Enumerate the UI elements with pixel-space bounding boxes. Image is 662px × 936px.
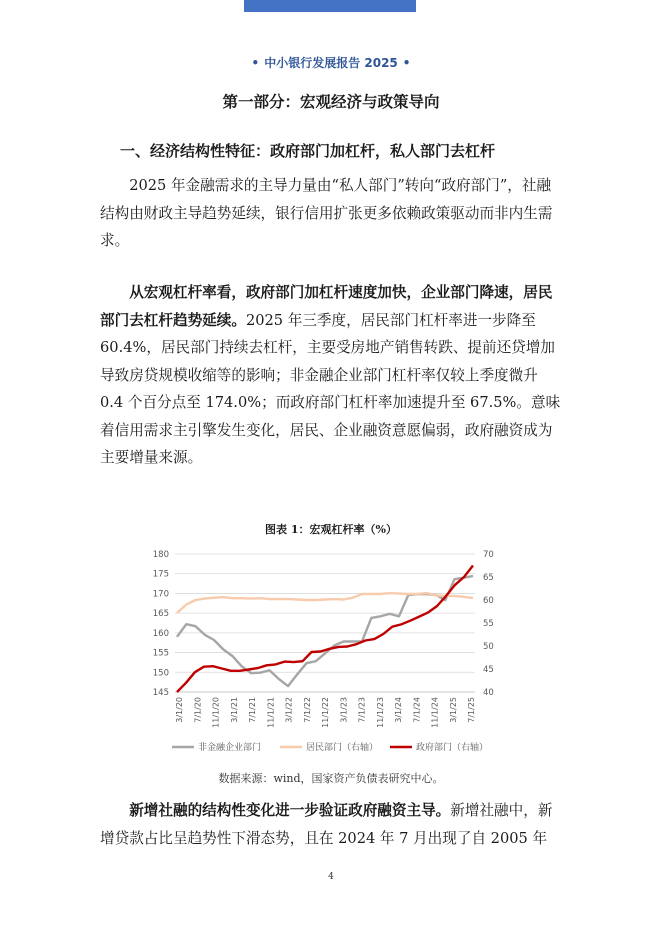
leverage-chart [130, 540, 530, 765]
paragraph-3-text: 新增社融中，新增贷款占比呈趋势性下滑态势，且在 2024 年 7 月出现了自 2005 年 [100, 802, 553, 847]
x-axis-tick-label: 11/1/23 [375, 697, 385, 728]
right-axis-tick-label: 60 [483, 596, 494, 606]
x-axis-tick-label: 11/1/22 [321, 697, 330, 728]
left-axis-tick-label: 155 [152, 648, 169, 659]
header-bullet-right: • [402, 56, 411, 70]
x-axis-tick-label: 3/1/24 [394, 697, 403, 723]
right-axis-tick-label: 50 [483, 642, 494, 652]
x-axis-tick-label: 3/1/23 [339, 697, 349, 723]
series-line [177, 566, 473, 693]
page-number: 4 [328, 872, 334, 882]
part-title: 第一部分：宏观经济与政策导向 [222, 92, 440, 111]
right-axis-tick-label: 65 [483, 573, 494, 583]
x-axis-tick-label: 7/1/20 [193, 697, 203, 723]
right-axis-tick-label: 45 [483, 665, 494, 675]
figure-title: 图表 1：宏观杠杆率（%） [265, 523, 397, 536]
paragraph-1 [100, 172, 564, 255]
paragraph-2-lead: 从宏观杠杆率看，政府部门加杠杆速度加快，企业部门降速，居民部门去杠杆趋势延续。 [100, 284, 553, 329]
left-axis-tick-label: 165 [152, 609, 169, 620]
header-title: 中小银行发展报告 2025 [264, 56, 398, 70]
left-axis-tick-label: 175 [152, 569, 169, 580]
paragraph-2 [100, 279, 564, 472]
right-axis-tick-label: 55 [483, 619, 494, 629]
header-bullet-left: • [251, 56, 260, 70]
top-accent-bar [244, 0, 416, 12]
x-axis-tick-label: 11/1/21 [266, 697, 276, 728]
x-axis-tick-label: 3/1/25 [448, 697, 458, 723]
x-axis-tick-label: 3/1/22 [284, 697, 294, 723]
series-line [177, 593, 473, 613]
paragraph-1-text: 2025 年金融需求的主导力量由“私人部门”转向“政府部门”，社融结构由财政主导趋势延续，银行信用扩张更多依赖政策驱动而非内生需求。 [100, 177, 553, 249]
data-source-note: 数据来源：wind，国家资产负债表研究中心。 [218, 772, 444, 785]
legend-label: 居民部门（右轴） [306, 743, 379, 753]
x-axis-tick-label: 7/1/24 [412, 697, 422, 723]
right-axis-tick-label: 70 [483, 550, 494, 560]
x-axis-tick-label: 7/1/21 [248, 697, 257, 723]
left-axis-tick-label: 160 [152, 628, 169, 639]
x-axis-tick-label: 3/1/20 [175, 697, 184, 723]
x-axis-tick-label: 7/1/23 [357, 697, 367, 723]
paragraph-3 [100, 797, 564, 852]
left-axis-tick-label: 145 [152, 688, 169, 698]
paragraph-2-text: 2025 年三季度，居民部门杠杆率进一步降至 60.4%，居民部门持续去杠杆，主要受房地产销售转跌、提前还贷增加导致房贷规模收缩等的影响；非金融企业部门杠杆率仅较上季度微升 0.4 个百分点至 174.0%；而政府部门杠杆率加速提升至 67.5%。意味着信用需求主引擎发生变化，居民、企业融资意愿偏弱，政府融资成为主要增量来源。 [100, 311, 561, 466]
right-axis-tick-label: 40 [483, 688, 494, 698]
legend-label: 政府部门（右轴） [416, 743, 489, 753]
left-axis-tick-label: 170 [152, 589, 169, 600]
section-title: 一、经济结构性特征：政府部门加杠杆，私人部门去杠杆 [120, 142, 496, 160]
left-axis-tick-label: 150 [152, 668, 169, 679]
legend-label: 非金融企业部门 [198, 743, 262, 753]
left-axis-tick-label: 180 [152, 550, 169, 560]
paragraph-3-lead: 新增社融的结构性变化进一步验证政府融资主导。 [129, 802, 451, 819]
x-axis-tick-label: 11/1/24 [430, 697, 440, 728]
x-axis-tick-label: 11/1/20 [211, 697, 221, 728]
x-axis-tick-label: 7/1/25 [467, 697, 476, 723]
x-axis-tick-label: 3/1/21 [229, 697, 239, 723]
running-header [0, 54, 662, 71]
x-axis-tick-label: 7/1/22 [302, 697, 312, 723]
